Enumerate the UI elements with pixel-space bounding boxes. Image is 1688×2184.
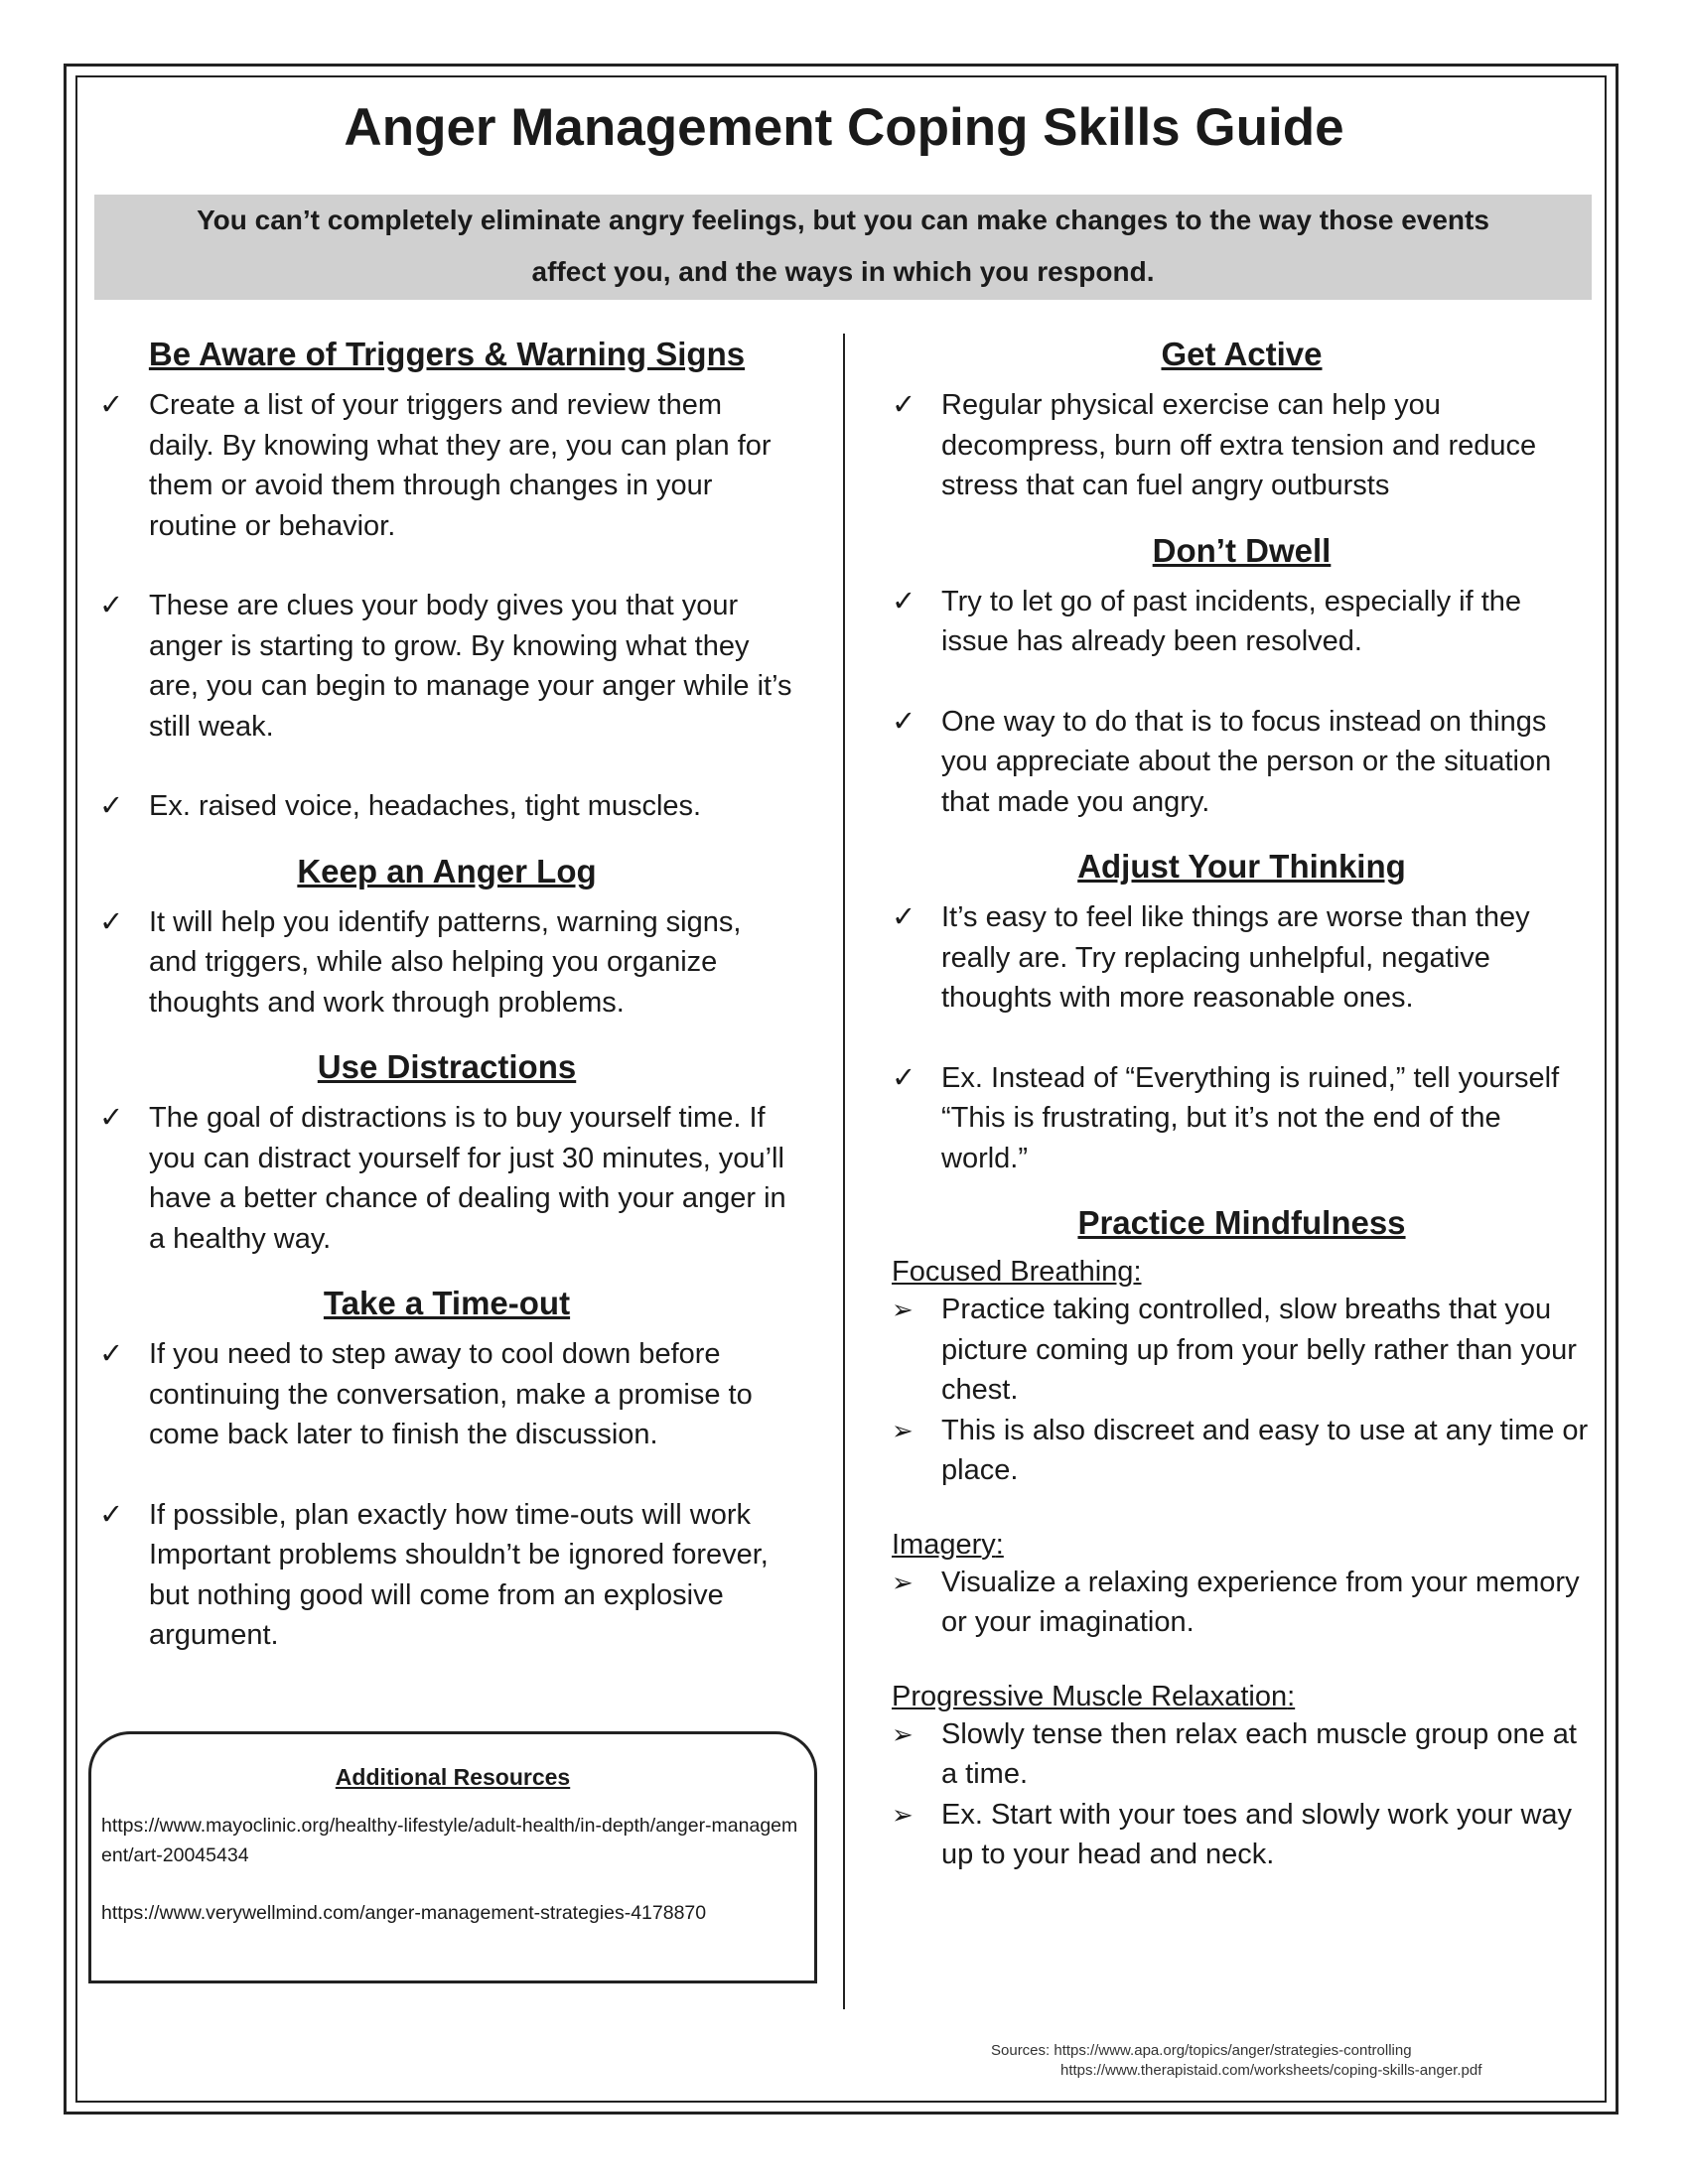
right-column <box>892 334 1592 1899</box>
checkmark-icon: ✓ <box>892 585 916 617</box>
item-text: It will help you identify patterns, warning signs, and triggers, while also helping you organize thoughts and work through problems. <box>149 905 742 1019</box>
arrow-bullet-icon: ➢ <box>892 1415 914 1445</box>
subsection-label-text: Focused Breathing <box>892 1256 1134 1288</box>
list-item <box>99 385 794 546</box>
section-distractions <box>99 1046 794 1259</box>
list-item <box>892 385 1592 506</box>
left-column <box>99 334 794 1680</box>
page-title: Anger Management Coping Skills Guide <box>344 98 1344 157</box>
subsection-label: Focused Breathing: <box>892 1256 1142 1288</box>
checkmark-icon: ✓ <box>99 905 124 938</box>
item-text: Slowly tense then relax each muscle group one at a time. <box>941 1717 1577 1790</box>
item-text: Ex. Start with your toes and slowly work your way up to your head and neck. <box>941 1798 1573 1870</box>
subsection-label: Progressive Muscle Relaxation: <box>892 1680 1296 1712</box>
item-text: This is also discreet and easy to use at any time or place. <box>941 1414 1589 1486</box>
list-item <box>892 702 1592 823</box>
checkmark-icon: ✓ <box>99 389 124 421</box>
list-item <box>99 1098 794 1259</box>
list-item <box>892 1795 1592 1875</box>
section-anger-log <box>99 851 794 1024</box>
column-divider <box>843 334 845 2009</box>
checkmark-icon: ✓ <box>892 705 916 738</box>
list-item <box>892 582 1592 662</box>
checkmark-icon: ✓ <box>99 1338 124 1370</box>
resource-link[interactable]: https://www.mayoclinic.org/healthy-lifestyle/adult-health/in-depth/anger-management/art-20045434 <box>101 1815 798 1866</box>
list-item <box>892 1563 1592 1643</box>
section-time-out <box>99 1283 794 1656</box>
list-item <box>892 1058 1592 1179</box>
section-title: Keep an Anger Log <box>297 852 597 889</box>
arrow-bullet-icon: ➢ <box>892 1799 914 1830</box>
resource-link[interactable]: https://www.verywellmind.com/anger-management-strategies-4178870 <box>101 1902 707 1924</box>
sources-line: Sources: https://www.apa.org/topics/anger/strategies-controlling <box>991 2042 1412 2059</box>
checkmark-icon: ✓ <box>99 590 124 621</box>
arrow-bullet-icon: ➢ <box>892 1295 914 1324</box>
arrow-bullet-icon: ➢ <box>892 1567 914 1597</box>
checkmark-icon: ✓ <box>892 389 916 421</box>
arrow-bullet-icon: ➢ <box>892 1718 914 1749</box>
section-title: Take a Time-out <box>323 1285 571 1321</box>
list-item <box>892 1290 1592 1411</box>
resources-title: Additional Resources <box>335 1764 571 1790</box>
item-text: Regular physical exercise can help you decompress, burn off extra tension and reduce stress that can fuel angry outbursts <box>941 389 1537 501</box>
sources-line: https://www.therapistaid.com/worksheets/coping-skills-anger.pdf <box>1060 2062 1482 2079</box>
checkmark-icon: ✓ <box>99 1498 124 1531</box>
section-title: Don’t Dwell <box>1152 531 1332 569</box>
checkmark-icon: ✓ <box>892 1061 916 1094</box>
item-text: It’s easy to feel like things are worse than they really are. Try replacing unhelpful, negative thoughts with more reasonable ones. <box>941 901 1530 1014</box>
section-title: Practice Mindfulness <box>1077 1204 1406 1241</box>
intro-banner: You can’t completely eliminate angry feelings, but you can make changes to the way those events affect you, and the ways in which you respond. <box>94 195 1592 300</box>
checkmark-icon: ✓ <box>892 901 916 933</box>
checkmark-icon: ✓ <box>99 1102 124 1134</box>
item-text: Visualize a relaxing experience from your memory or your imagination. <box>941 1566 1580 1638</box>
list-item <box>99 902 794 1024</box>
section-title: Use Distractions <box>317 1048 577 1085</box>
list-item <box>892 1714 1592 1795</box>
section-title: Be Aware of Triggers & Warning Signs <box>148 336 746 372</box>
item-text: Ex. raised voice, headaches, tight muscles. <box>149 790 702 822</box>
item-text: Practice taking controlled, slow breaths that you picture coming up from your belly rather than your chest. <box>941 1294 1577 1406</box>
list-item <box>99 586 794 747</box>
section-dont-dwell <box>892 530 1592 823</box>
list-item <box>892 1411 1592 1491</box>
subsection-label-text: Progressive Muscle Relaxation <box>892 1680 1288 1712</box>
item-text: Ex. Instead of “Everything is ruined,” tell yourself “This is frustrating, but it’s not the end of the world.” <box>941 1061 1560 1174</box>
section-triggers <box>99 334 794 827</box>
item-text: These are clues your body gives you that your anger is starting to grow. By knowing what they are, you can begin to manage your anger while it’s still weak. <box>149 590 792 743</box>
item-text: One way to do that is to focus instead on things you appreciate about the person or the situation that made you angry. <box>941 705 1552 818</box>
list-item <box>99 786 794 827</box>
additional-resources-box <box>88 1731 817 1983</box>
list-item <box>99 1334 794 1455</box>
item-text: If you need to step away to cool down before continuing the conversation, make a promise to come back later to finish the discussion. <box>149 1338 753 1450</box>
item-text: The goal of distractions is to buy yourself time. If you can distract yourself for just 30 minutes, you’ll have a better chance of dealing with your anger in a healthy way. <box>149 1102 786 1255</box>
section-get-active <box>892 334 1592 506</box>
section-adjust-thinking <box>892 846 1592 1178</box>
item-text: Create a list of your triggers and review them daily. By knowing what they are, you can plan for them or avoid them through changes in your routine or behavior. <box>149 389 772 542</box>
section-title: Adjust Your Thinking <box>1077 848 1406 885</box>
section-mindfulness <box>892 1202 1592 1875</box>
list-item <box>99 1495 794 1656</box>
item-text: If possible, plan exactly how time-outs will work Important problems shouldn’t be ignored forever, but nothing good will come from an explosive argument. <box>149 1498 769 1651</box>
list-item <box>892 897 1592 1019</box>
subsection-label: Imagery: <box>892 1528 1004 1561</box>
subsection-label-text: Imagery <box>892 1528 996 1561</box>
item-text: Try to let go of past incidents, especially if the issue has already been resolved. <box>941 585 1522 657</box>
checkmark-icon: ✓ <box>99 790 124 822</box>
section-title: Get Active <box>1161 336 1323 372</box>
sources-footer <box>991 2041 1587 2081</box>
